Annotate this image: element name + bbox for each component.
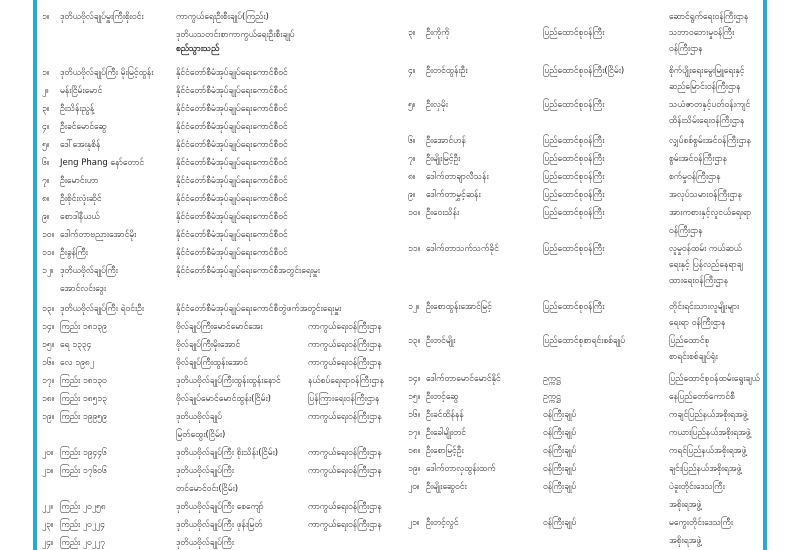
right-row-dept: စိုက်ပျိုးရေးမွေးမြူရေးနှင့်	[669, 66, 745, 76]
left-row-no: ၁၆။	[42, 358, 55, 368]
left-row-no: ၂၂။	[42, 502, 53, 512]
right-row-position: ပြည်ထောင်စုဝန်ကြီး	[543, 100, 605, 110]
left-row-position: ဗိုလ်ချုပ်ကြီးမိုးအောင်	[176, 340, 241, 350]
right-row-position: ပြည်ထောင်စုဝန်ကြီး	[543, 172, 605, 182]
right-row-dept: ကချင်ပြည်နယ်အစိုးရအဖွဲ့	[669, 410, 748, 420]
right-row-dept: ကရင်ပြည်နယ်အစိုးရအဖွဲ့	[669, 446, 747, 456]
right-row-dept: သယံဇာတနှင့်ပတ်ဝန်းကျင်	[669, 100, 751, 110]
left-row-no: ၁၀။	[42, 230, 55, 240]
left-row-no: ၂၁။	[42, 466, 54, 476]
left-row-position: နိုင်ငံတော်စီမံအုပ်ချုပ်ရေးကောင်စီဝင်	[176, 194, 288, 204]
right-row-dept: စက်မှုဝန်ကြီးဌာန	[669, 172, 721, 182]
left-row-name: ကြည်း ၁၈၁၃၀	[60, 376, 107, 386]
right-row-position: ဥက္ကဋ္ဌ	[543, 392, 561, 402]
left-row-name: ရေ ၁၃၃၄	[60, 340, 92, 350]
left-row-name: ကြည်း ၂၀၂၂၄	[60, 520, 105, 530]
right-row-dept: လူမှုဝန်ထမ်း ကယ်ဆယ်	[669, 244, 742, 254]
right-row-dept: ချင်းပြည်နယ်အစိုးရအဖွဲ့	[669, 464, 742, 474]
left-row-name: ကြည်း ၂၀၂၅၈	[60, 502, 106, 512]
right-row-position: ပြည်ထောင်စုဝန်ကြီး	[543, 28, 605, 38]
left-row-no: ၁။	[42, 68, 50, 78]
left-row-no: ၁၇။	[42, 376, 55, 386]
right-row-no: ၁၉။	[408, 464, 421, 474]
right-row-dept: ထားရေးဝန်ကြီးဌာန	[669, 276, 729, 286]
right-row-no: ၅။	[408, 100, 416, 110]
left-row-position: နိုင်ငံတော်စီမံအုပ်ချုပ်ရေးကောင်စီဝင်	[176, 68, 288, 78]
right-row-dept: အလုပ်သမားဝန်ကြီးဌာန	[669, 190, 743, 200]
left-row-name: ကြည်း ၁၉၄၄၆	[60, 448, 107, 458]
left-row-position: ဒုတိယဗိုလ်ချုပ်ကြီး စိုးသိန်း(ငြိမ်း)	[176, 448, 279, 458]
left-row-name: ကြည်း ၂၀၂၂၇	[60, 538, 105, 548]
left-row-position: နိုင်ငံတော်စီမံအုပ်ချုပ်ရေးကောင်စီဝင်	[176, 86, 288, 96]
right-row-no: ၂၀။	[408, 482, 420, 492]
left-row-position: နိုင်ငံတော်စီမံအုပ်ချုပ်ရေးကောင်စီဝင်	[176, 212, 288, 222]
left-row-position: နိုင်ငံတော်စီမံအုပ်ချုပ်ရေးကောင်စီတွဲဖက်အတွင်းရေးမှူး	[176, 304, 342, 314]
left-row-name: ကြည်း ၁၈၁၃၉	[60, 322, 107, 332]
left-row-no: ၂၃။	[42, 520, 54, 530]
right-row-position: ဝန်ကြီးချုပ်	[543, 518, 577, 528]
right-row-name: ဦးလှမိုး	[426, 100, 448, 110]
left-row-name: စောဒါနီယယ်	[60, 212, 100, 222]
left-row-dept: ကာကွယ်ရေးဝန်ကြီးဌာန	[308, 340, 382, 350]
right-row-name: ဦးဝေးသိန်း	[426, 208, 460, 218]
left-row-no: ၄။	[42, 122, 50, 132]
left-row-dept: ကာကွယ်ရေးဝန်ကြီးဌာန	[308, 412, 382, 422]
left-row-no: ၂၄။	[42, 538, 54, 548]
right-row-no: ၁၀။	[408, 208, 421, 218]
left-row-name: ဦးခင်မောင်ဆွေ	[60, 122, 107, 132]
right-row-position: ပြည်ထောင်စုစာရင်းစစ်ချုပ်	[543, 336, 626, 346]
right-row-no: ၁၇။	[408, 428, 421, 438]
right-row-name: ဦးတင်မျိုး	[426, 336, 456, 346]
left-row-dept: ပြန်ကြားရေးဝန်ကြီးဌာန	[308, 394, 380, 404]
right-row-name: ဒေါက်တာချာလီသန်း	[426, 172, 489, 182]
left-row-position: နိုင်ငံတော်စီမံအုပ်ချုပ်ရေးကောင်စီဝင်	[176, 104, 288, 114]
left-row-no: ၆။	[42, 158, 50, 168]
left-row-name: ဦးစိုင်းလုံးဆိုင်	[60, 194, 102, 204]
left-row-no: ၇။	[42, 176, 50, 186]
left-row-position: နိုင်ငံတော်စီမံအုပ်ချုပ်ရေးကောင်စီဝင်	[176, 176, 288, 186]
left-row-position: ဗိုလ်ချုပ်မောင်မောင်ထွန်း(ငြိမ်း)	[176, 394, 271, 404]
left-row-no: ၁၄။	[42, 322, 55, 332]
left-row-position: နိုင်ငံတော်စီမံအုပ်ချုပ်ရေးကောင်စီဝင်	[176, 122, 288, 132]
page-frame-right	[763, 0, 767, 550]
right-row-dept: ဆည်မြောင်းဝန်ကြီးဌာန	[669, 82, 741, 92]
left-row-position: နိုင်ငံတော်စီမံအုပ်ချုပ်ရေးကောင်စီဝင်	[176, 158, 288, 168]
right-row-dept: ဝန်ကြီးဌာန	[669, 44, 703, 54]
right-row-no: ၂၁။	[408, 518, 420, 528]
right-row-dept: စာရင်းစစ်ချုပ်ရုံး	[669, 352, 718, 362]
left-row-name: ဒုတိယဗိုလ်ချုပ်ကြီး ရဲဝင်းဦး	[60, 304, 144, 314]
right-row-name: ဦးတင်ထွန်းဦး	[426, 66, 468, 76]
left-row-no: ၁၂။	[42, 266, 54, 276]
right-row-position: ပြည်ထောင်စုဝန်ကြီး	[543, 136, 605, 146]
left-row-dept: ကာကွယ်ရေးဝန်ကြီးဌာန	[308, 502, 382, 512]
right-row-name: ဒေါက်တာသက်သက်ခိုင်	[426, 244, 499, 254]
right-row-name: ဦးမျိုးမြင့်ဦး	[426, 154, 461, 164]
left-row-position: ဒုတိယဗိုလ်ချုပ်ကြီး	[176, 538, 234, 548]
left-row-name: ဒေါ်အေးနုစိန်	[60, 140, 101, 150]
right-row-no: ၈။	[408, 172, 416, 182]
left-row-dept: ကာကွယ်ရေးဝန်ကြီးဌာန	[308, 358, 382, 368]
left-row-position: ဒုတိယဗိုလ်ချုပ်ကြီး စေကျော်	[176, 502, 264, 512]
left-row-no: ၁၁။	[42, 248, 55, 258]
right-row-position: ပြည်ထောင်စုဝန်ကြီး	[543, 244, 605, 254]
right-row-dept: အားကစားနှင့်လူငယ်ရေးရာ	[669, 208, 752, 218]
right-row-dept: ပြည်ထောင်စု	[669, 336, 710, 346]
left-row-position: မြတ်ထွေး(ငြိမ်း)	[176, 430, 226, 440]
right-row-no: ၄။	[408, 66, 416, 76]
right-row-no: ၆။	[408, 136, 416, 146]
left-row-no: ၂။	[42, 86, 49, 96]
right-row-dept: ပြည်ထောင်စုဝန်ထမ်းရွေးချယ်	[669, 374, 760, 384]
right-row-dept: တိုင်းရင်းသားလူမျိုးများ	[669, 302, 740, 312]
left-row-name: ဦးမောင်းဟာ	[60, 176, 99, 186]
left-row-name: ကြည်း ၁၉၉၅၉	[60, 412, 107, 422]
right-row-dept: လျှပ်စစ်စွမ်းအင်ဝန်ကြီးဌာန	[669, 136, 752, 146]
right-row-name: ဒေါက်တာမောင်မောင်နိုင်	[426, 374, 501, 384]
left-row-position: ဗိုလ်ချုပ်ကြီးမောင်မောင်အေး	[176, 322, 263, 332]
right-row-dept: နေပြည်တော်ကောင်စီ	[669, 392, 735, 402]
right-row-position: ဝန်ကြီးချုပ်	[543, 410, 577, 420]
left-row-position: နိုင်ငံတော်စီမံအုပ်ချုပ်ရေးကောင်စီဝင်	[176, 140, 288, 150]
left-row-position: ဒုတိယသတင်းစာကာကွယ်ရေးဦးစီးချုပ်	[176, 30, 295, 40]
right-row-dept: အစိုးရအဖွဲ့	[669, 536, 702, 546]
right-row-position: ပြည်ထောင်စုဝန်ကြီး(ငြိမ်း)	[543, 66, 625, 76]
right-row-no: ၁၅။	[408, 392, 421, 402]
right-row-no: ၃။	[408, 28, 416, 38]
right-row-name: ဦးမျိုးဆွေဝင်း	[426, 482, 467, 492]
right-row-dept: ရေးရာ ဝန်ကြီးဌာန	[669, 318, 726, 328]
left-row-no: ၁။	[42, 12, 50, 22]
left-row-no: ၂၀။	[42, 448, 54, 458]
right-row-no: ၁၃။	[408, 336, 421, 346]
left-row-no: ၈။	[42, 194, 50, 204]
left-row-position: နိုင်ငံတော်စီမံအုပ်ချုပ်ရေးကောင်စီအတွင်းရေးမှူး	[176, 266, 320, 276]
right-row-name: ဦးတင့်လွင်	[426, 518, 459, 528]
right-row-name: ဒေါက်တာမွှင့်ဆန်း	[426, 190, 481, 200]
right-row-no: ၉။	[408, 190, 416, 200]
right-row-position: ဝန်ကြီးချုပ်	[543, 446, 577, 456]
left-row-dept: ကာကွယ်ရေးဝန်ကြီးဌာန	[308, 466, 382, 476]
right-row-name: ဦးကိုကို	[426, 28, 450, 38]
left-row-no: ၉။	[42, 212, 50, 222]
left-row-dept: ကာကွယ်ရေးဝန်ကြီးဌာန	[308, 322, 382, 332]
left-row-position: ဒုတိယဗိုလ်ချုပ်ကြီးထွန်းထွန်းနောင်	[176, 376, 281, 386]
left-row-dept: ကာကွယ်ရေးဝန်ကြီးဌာန	[308, 448, 382, 458]
right-row-no: ၁၆။	[408, 410, 421, 420]
right-row-position: ဝန်ကြီးချုပ်	[543, 482, 577, 492]
right-row-position: ပြည်ထောင်စုဝန်ကြီး	[543, 302, 605, 312]
right-row-name: ဦးခေါမျိုးတင်	[426, 428, 466, 438]
left-row-dept: နယ်စပ်ရေးရာဝန်ကြီးဌာန	[308, 376, 384, 386]
left-row-position: စည်သွားသည်	[176, 44, 220, 54]
right-row-dept: ထိန်းသိမ်းရေးဝန်ကြီးဌာန	[669, 116, 745, 126]
left-row-position: နိုင်ငံတော်စီမံအုပ်ချုပ်ရေးကောင်စီဝင်	[176, 230, 288, 240]
right-row-name: ဦးအောင်ဟန်	[426, 136, 466, 146]
left-row-name: ဒုတိယဗိုလ်ချုပ်ကြီး	[60, 266, 118, 276]
left-row-no: ၁၉။	[42, 412, 55, 422]
right-row-name: ဦးစောထွန်းအောင်မြင့်	[426, 302, 492, 312]
left-row-position: ကာကွယ်ရေးဦးစီးချုပ်(ကြည်း)	[176, 12, 269, 22]
left-row-name: ဒုတိယဗိုလ်ချုပ်မှူးကြီးစိုးဝင်း	[60, 12, 144, 22]
left-row-dept: ကာကွယ်ရေးဝန်ကြီးဌာန	[308, 520, 382, 530]
right-row-no: ၁၁။	[408, 244, 421, 254]
left-row-name: ဦးသိန်းညွန့်	[60, 104, 95, 114]
left-row-name: ကြည်း ၁၈၅၁၃	[60, 394, 107, 404]
left-row-name: မန်းငြိမ်းမောင်	[60, 86, 103, 96]
left-row-name: ဒုတိယဗိုလ်ချုပ်ကြီး မိုးမြင့်ထွန်း	[60, 68, 154, 78]
right-row-dept: အစိုးရအဖွဲ့	[669, 500, 702, 510]
document-page	[37, 0, 763, 550]
left-row-name: အောင်လင်းဒွေး	[60, 284, 107, 294]
right-row-dept: ရေးနှင့် ပြန်လည်နေရာချ	[669, 260, 743, 270]
left-row-no: ၁၈။	[42, 394, 55, 404]
right-row-dept: သဘာဝဘေးမှုဝန်ကြီး	[669, 28, 735, 38]
right-row-name: ဒေါက်တာလှထွန်းထက်	[426, 464, 496, 474]
left-row-position: ဒုတိယဗိုလ်ချုပ်ကြီး	[176, 466, 234, 476]
right-row-position: ဝန်ကြီးချုပ်	[543, 464, 577, 474]
left-row-name: လေ ၁၉၈၂	[60, 358, 94, 368]
left-row-name: ဦးခွန်ကြီး	[60, 248, 88, 258]
left-row-name: ကြည်း ၁၇၆၀၆	[60, 466, 107, 476]
right-row-dept: ဆောင်ရွက်ရေးဝန်ကြီးဌာန	[669, 12, 749, 22]
right-row-name: ဦးစောမြင့်ဦး	[426, 446, 464, 456]
left-row-position: တင်မောင်ဝင်း(ငြိမ်း)	[176, 484, 239, 494]
right-row-position: ပြည်ထောင်စုဝန်ကြီး	[543, 190, 605, 200]
left-row-no: ၁၅။	[42, 340, 55, 350]
right-row-no: ၁၈။	[408, 446, 421, 456]
right-row-name: ဦးတင့်ဆွေ	[426, 392, 459, 402]
right-row-dept: ကယားပြည်နယ်အစိုးရအဖွဲ့	[669, 428, 751, 438]
right-row-name: ဦးခင်ထိန်နန်	[426, 410, 464, 420]
left-row-name: Jeng Phang နော်တောင်	[60, 158, 145, 168]
right-row-no: ၇။	[408, 154, 416, 164]
left-row-position: ဒုတိယဗိုလ်ချုပ်ကြီး ဖုန်းမြတ်	[176, 520, 263, 530]
right-row-position: ဥက္ကဋ္ဌ	[543, 374, 561, 384]
left-row-position: ဗိုလ်ချုပ်ကြီးထွန်းအောင်	[176, 358, 248, 368]
right-row-position: ပြည်ထောင်စုဝန်ကြီး	[543, 154, 605, 164]
left-row-position: နိုင်ငံတော်စီမံအုပ်ချုပ်ရေးကောင်စီဝင်	[176, 248, 288, 258]
right-row-no: ၁၂။	[408, 302, 420, 312]
left-row-no: ၃။	[42, 104, 50, 114]
left-row-no: ၅။	[42, 140, 50, 150]
left-row-no: ၁၃။	[42, 304, 55, 314]
right-row-dept: စွမ်းအင်ဝန်ကြီးဌာန	[669, 154, 727, 164]
right-row-dept: မကွေးတိုင်းဒေသကြီး	[669, 518, 733, 528]
right-row-dept: ပဲခူးတိုင်းဒေသကြီး	[669, 482, 725, 492]
right-row-position: ဝန်ကြီးချုပ်	[543, 428, 577, 438]
right-row-position: ပြည်ထောင်စုဝန်ကြီး	[543, 208, 605, 218]
left-row-position: ဒုတိယဗိုလ်ချုပ်	[176, 412, 222, 422]
right-row-no: ၁၄။	[408, 374, 421, 384]
right-row-dept: ဝန်ကြီးဌာန	[669, 226, 703, 236]
left-row-name: ဒေါက်တာဗညားအောင်မိုး	[60, 230, 137, 240]
